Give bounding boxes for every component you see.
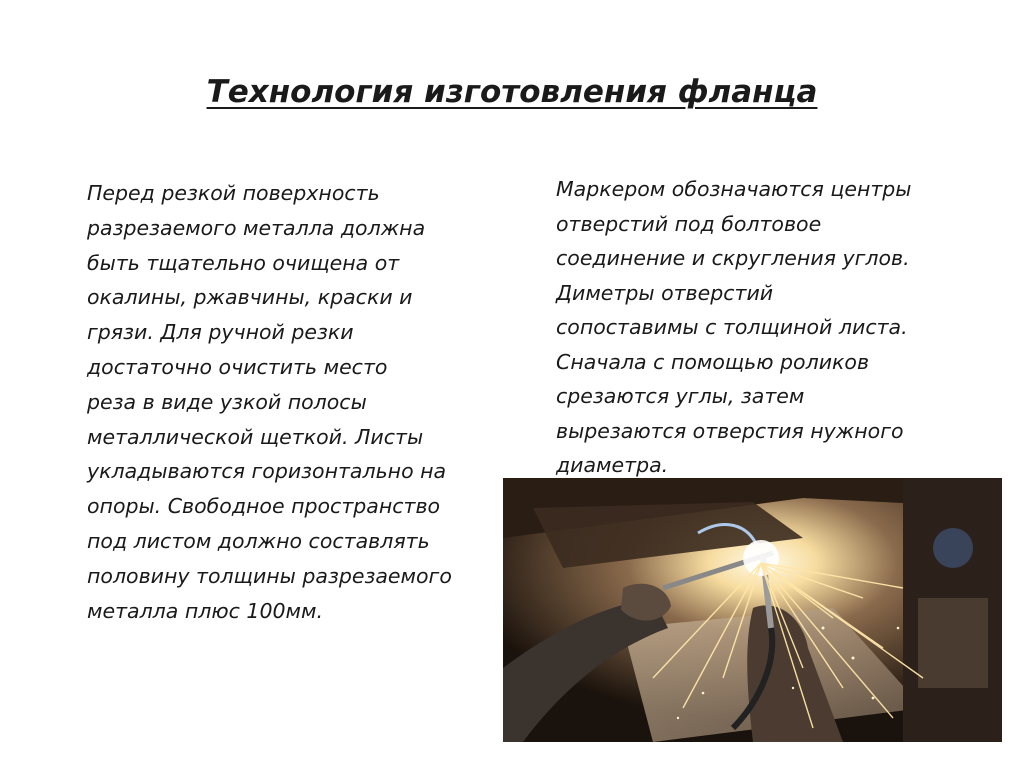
- welding-cutting-photo-icon: [503, 478, 1002, 742]
- slide-title: Технология изготовления фланца: [206, 74, 818, 110]
- right-column-text: Маркером обозначаются центры отверстий под болтовое соединение и скругления углов. Диметры отверстий сопоставимы с толщиной листа. Сначала с помощью роликов срезаются углы, затем вырезаются отверстия нужного диаметра.: [556, 177, 912, 477]
- welding-photo: [503, 478, 1002, 742]
- left-column-text: Перед резкой поверхность разрезаемого металла должна быть тщательно очищена от окалины, ржавчины, краски и грязи. Для ручной резки достаточно очистить место реза в виде узкой полосы металлической щеткой. Листы укладываются горизонтально на опоры. Свободное пространство под листом должно составлять половину толщины разрезаемого металла плюс 100мм.: [87, 181, 452, 623]
